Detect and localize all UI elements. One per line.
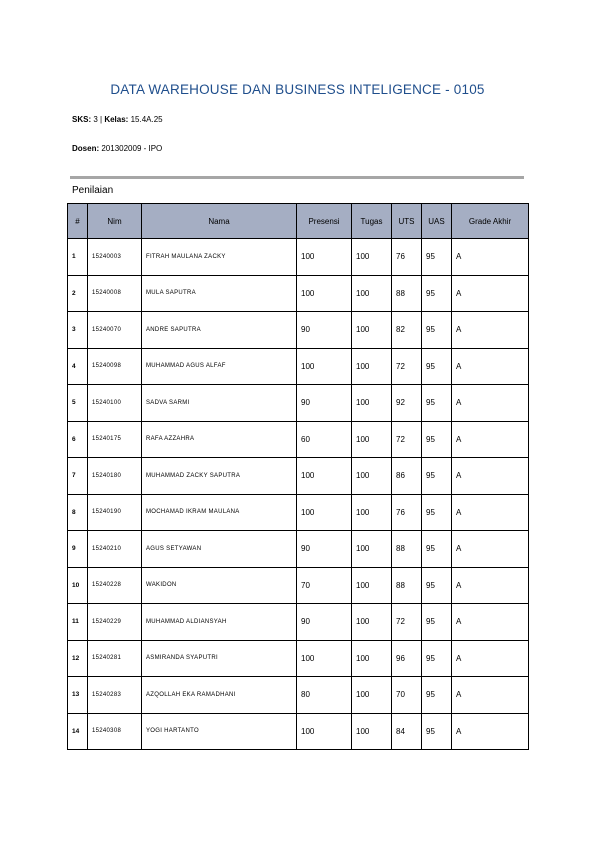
cell-grade: A bbox=[452, 677, 529, 714]
cell-nama: AZQOLLAH EKA RAMADHANI bbox=[142, 677, 297, 714]
cell-nama: MOCHAMAD IKRAM MAULANA bbox=[142, 494, 297, 531]
cell-nama: MUHAMMAD AGUS ALFAF bbox=[142, 348, 297, 385]
lecturer-info bbox=[72, 144, 162, 153]
cell-tugas: 100 bbox=[352, 421, 392, 458]
cell-nim: 15240100 bbox=[88, 385, 142, 422]
cell-index: 14 bbox=[68, 713, 88, 750]
cell-uas: 95 bbox=[422, 567, 452, 604]
cell-grade: A bbox=[452, 494, 529, 531]
cell-presensi: 90 bbox=[297, 312, 352, 349]
cell-nim: 15240180 bbox=[88, 458, 142, 495]
table-row bbox=[68, 275, 529, 312]
header-uas: UAS bbox=[422, 204, 452, 239]
table-row bbox=[68, 239, 529, 276]
cell-uts: 88 bbox=[392, 567, 422, 604]
section-title: Penilaian bbox=[72, 185, 114, 196]
kelas-label: Kelas: bbox=[104, 115, 129, 124]
table-row bbox=[68, 494, 529, 531]
cell-presensi: 100 bbox=[297, 348, 352, 385]
cell-tugas: 100 bbox=[352, 458, 392, 495]
cell-presensi: 90 bbox=[297, 385, 352, 422]
sks-value: 3 | bbox=[91, 115, 105, 124]
cell-nama: RAFA AZZAHRA bbox=[142, 421, 297, 458]
cell-grade: A bbox=[452, 604, 529, 641]
cell-tugas: 100 bbox=[352, 677, 392, 714]
cell-nim: 15240070 bbox=[88, 312, 142, 349]
header-presensi: Presensi bbox=[297, 204, 352, 239]
table-row bbox=[68, 312, 529, 349]
cell-uas: 95 bbox=[422, 385, 452, 422]
cell-nim: 15240175 bbox=[88, 421, 142, 458]
cell-tugas: 100 bbox=[352, 275, 392, 312]
cell-index: 3 bbox=[68, 312, 88, 349]
cell-grade: A bbox=[452, 275, 529, 312]
header-index: # bbox=[68, 204, 88, 239]
cell-tugas: 100 bbox=[352, 239, 392, 276]
section-divider bbox=[70, 176, 524, 179]
cell-grade: A bbox=[452, 458, 529, 495]
table-row bbox=[68, 531, 529, 568]
cell-presensi: 100 bbox=[297, 640, 352, 677]
cell-index: 7 bbox=[68, 458, 88, 495]
cell-uas: 95 bbox=[422, 275, 452, 312]
page-title: DATA WAREHOUSE DAN BUSINESS INTELIGENCE - 0105 bbox=[110, 82, 485, 97]
cell-grade: A bbox=[452, 312, 529, 349]
cell-tugas: 100 bbox=[352, 640, 392, 677]
cell-uas: 95 bbox=[422, 312, 452, 349]
cell-tugas: 100 bbox=[352, 604, 392, 641]
cell-uts: 82 bbox=[392, 312, 422, 349]
cell-tugas: 100 bbox=[352, 531, 392, 568]
cell-grade: A bbox=[452, 713, 529, 750]
cell-uas: 95 bbox=[422, 677, 452, 714]
cell-tugas: 100 bbox=[352, 385, 392, 422]
cell-presensi: 70 bbox=[297, 567, 352, 604]
cell-uts: 72 bbox=[392, 421, 422, 458]
cell-nim: 15240003 bbox=[88, 239, 142, 276]
cell-uas: 95 bbox=[422, 421, 452, 458]
cell-presensi: 100 bbox=[297, 713, 352, 750]
header-nim: Nim bbox=[88, 204, 142, 239]
cell-uas: 95 bbox=[422, 531, 452, 568]
cell-uts: 88 bbox=[392, 275, 422, 312]
dosen-label: Dosen: bbox=[72, 144, 100, 153]
cell-nama: WAKIDON bbox=[142, 567, 297, 604]
table-row bbox=[68, 677, 529, 714]
cell-nim: 15240210 bbox=[88, 531, 142, 568]
table-row bbox=[68, 713, 529, 750]
table-row bbox=[68, 385, 529, 422]
cell-grade: A bbox=[452, 421, 529, 458]
header-grade: Grade Akhir bbox=[452, 204, 529, 239]
cell-uts: 76 bbox=[392, 239, 422, 276]
cell-nama: MUHAMMAD ZACKY SAPUTRA bbox=[142, 458, 297, 495]
cell-nama: MULA SAPUTRA bbox=[142, 275, 297, 312]
cell-nim: 15240228 bbox=[88, 567, 142, 604]
cell-index: 11 bbox=[68, 604, 88, 641]
cell-nama: FITRAH MAULANA ZACKY bbox=[142, 239, 297, 276]
cell-tugas: 100 bbox=[352, 567, 392, 604]
cell-nim: 15240281 bbox=[88, 640, 142, 677]
cell-grade: A bbox=[452, 567, 529, 604]
cell-index: 1 bbox=[68, 239, 88, 276]
table-row bbox=[68, 348, 529, 385]
cell-grade: A bbox=[452, 239, 529, 276]
cell-nim: 15240308 bbox=[88, 713, 142, 750]
cell-tugas: 100 bbox=[352, 713, 392, 750]
cell-uts: 72 bbox=[392, 604, 422, 641]
cell-uas: 95 bbox=[422, 713, 452, 750]
cell-nama: ASMIRANDA SYAPUTRI bbox=[142, 640, 297, 677]
cell-grade: A bbox=[452, 385, 529, 422]
table-row bbox=[68, 458, 529, 495]
cell-presensi: 100 bbox=[297, 494, 352, 531]
cell-uts: 70 bbox=[392, 677, 422, 714]
cell-uts: 92 bbox=[392, 385, 422, 422]
grades-table bbox=[67, 203, 529, 750]
cell-uts: 76 bbox=[392, 494, 422, 531]
cell-nim: 15240229 bbox=[88, 604, 142, 641]
header-uts: UTS bbox=[392, 204, 422, 239]
cell-uts: 72 bbox=[392, 348, 422, 385]
cell-presensi: 100 bbox=[297, 275, 352, 312]
cell-nama: AGUS SETYAWAN bbox=[142, 531, 297, 568]
course-info bbox=[72, 115, 163, 124]
cell-index: 10 bbox=[68, 567, 88, 604]
cell-uas: 95 bbox=[422, 239, 452, 276]
cell-uas: 95 bbox=[422, 348, 452, 385]
cell-nama: MUHAMMAD ALDIANSYAH bbox=[142, 604, 297, 641]
cell-grade: A bbox=[452, 348, 529, 385]
cell-index: 13 bbox=[68, 677, 88, 714]
cell-uts: 96 bbox=[392, 640, 422, 677]
cell-presensi: 90 bbox=[297, 531, 352, 568]
table-row bbox=[68, 421, 529, 458]
cell-nim: 15240098 bbox=[88, 348, 142, 385]
table-row bbox=[68, 604, 529, 641]
kelas-value: 15.4A.25 bbox=[128, 115, 163, 124]
cell-uts: 86 bbox=[392, 458, 422, 495]
cell-uas: 95 bbox=[422, 640, 452, 677]
cell-nama: YOGI HARTANTO bbox=[142, 713, 297, 750]
table-row bbox=[68, 567, 529, 604]
table-row bbox=[68, 640, 529, 677]
cell-nama: SADVA SARMI bbox=[142, 385, 297, 422]
cell-grade: A bbox=[452, 640, 529, 677]
cell-nim: 15240283 bbox=[88, 677, 142, 714]
cell-nama: ANDRE SAPUTRA bbox=[142, 312, 297, 349]
cell-index: 2 bbox=[68, 275, 88, 312]
cell-presensi: 90 bbox=[297, 604, 352, 641]
cell-uas: 95 bbox=[422, 458, 452, 495]
cell-presensi: 80 bbox=[297, 677, 352, 714]
header-nama: Nama bbox=[142, 204, 297, 239]
cell-presensi: 100 bbox=[297, 458, 352, 495]
header-tugas: Tugas bbox=[352, 204, 392, 239]
cell-index: 6 bbox=[68, 421, 88, 458]
cell-uas: 95 bbox=[422, 494, 452, 531]
cell-index: 12 bbox=[68, 640, 88, 677]
dosen-value: 201302009 - IPO bbox=[99, 144, 163, 153]
cell-index: 8 bbox=[68, 494, 88, 531]
cell-nim: 15240190 bbox=[88, 494, 142, 531]
cell-tugas: 100 bbox=[352, 312, 392, 349]
cell-uts: 84 bbox=[392, 713, 422, 750]
cell-grade: A bbox=[452, 531, 529, 568]
table-header-row bbox=[68, 204, 529, 239]
cell-tugas: 100 bbox=[352, 494, 392, 531]
cell-index: 5 bbox=[68, 385, 88, 422]
cell-uas: 95 bbox=[422, 604, 452, 641]
cell-tugas: 100 bbox=[352, 348, 392, 385]
cell-index: 4 bbox=[68, 348, 88, 385]
sks-label: SKS: bbox=[72, 115, 92, 124]
cell-presensi: 60 bbox=[297, 421, 352, 458]
cell-presensi: 100 bbox=[297, 239, 352, 276]
cell-uts: 88 bbox=[392, 531, 422, 568]
cell-nim: 15240008 bbox=[88, 275, 142, 312]
cell-index: 9 bbox=[68, 531, 88, 568]
